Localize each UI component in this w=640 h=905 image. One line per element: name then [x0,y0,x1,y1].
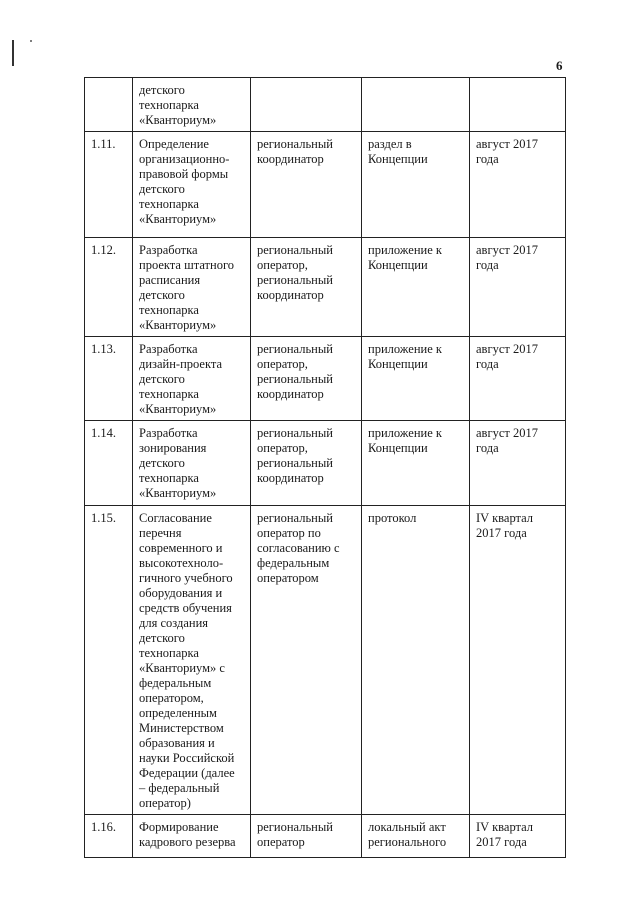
item-description: детского технопарка «Кванториум» [139,83,217,127]
item-description: Определение организационно- правовой формы детского технопарка «Кванториум» [139,137,230,226]
item-deadline: IV квартал 2017 года [476,820,534,849]
item-executor-cell [251,337,362,421]
item-number: 1.14. [91,426,116,440]
item-executor-cell [251,132,362,238]
page-number: 6 [556,58,563,73]
item-executor-cell [251,421,362,506]
item-number: 1.15. [91,511,116,525]
item-deadline: август 2017 года [476,342,538,371]
item-description-cell [133,506,251,815]
item-result-cell [362,238,470,337]
item-executor: региональный оператор, региональный координатор [257,342,333,401]
item-number: 1.12. [91,243,116,257]
item-result-cell [362,132,470,238]
item-deadline: IV квартал 2017 года [476,511,534,540]
item-executor: региональный оператор, региональный координатор [257,426,333,485]
item-deadline-cell [470,132,566,238]
item-deadline-cell [470,421,566,506]
item-result: приложение к Концепции [368,342,442,371]
item-result-cell [362,815,470,858]
item-deadline-cell [470,815,566,858]
item-result: протокол [368,511,417,525]
item-executor: региональный оператор, региональный координатор [257,243,333,302]
item-executor-cell [251,78,362,132]
item-result-cell [362,337,470,421]
table-row [85,337,566,421]
item-number-cell [85,238,133,337]
item-description: Разработка проекта штатного расписания детского технопарка «Кванториум» [139,243,235,332]
item-result: раздел в Концепции [368,137,428,166]
item-result: приложение к Концепции [368,243,442,272]
table-row [85,506,566,815]
item-number: 1.11. [91,137,116,151]
item-executor-cell [251,815,362,858]
item-result: локальный акт регионального [368,820,447,849]
item-deadline: август 2017 года [476,137,538,166]
plan-table [84,77,566,858]
item-deadline-cell [470,506,566,815]
table-row [85,78,566,132]
table-row [85,421,566,506]
item-description-cell [133,78,251,132]
item-executor: региональный оператор [257,820,333,849]
item-description: Разработка зонирования детского технопарка «Кванториум» [139,426,217,500]
item-number: 1.13. [91,342,116,356]
item-executor: региональный координатор [257,137,333,166]
item-description-cell [133,337,251,421]
item-executor-cell [251,238,362,337]
item-number-cell [85,78,133,132]
item-description-cell [133,815,251,858]
table-row [85,132,566,238]
item-deadline-cell [470,337,566,421]
item-result-cell [362,78,470,132]
item-description: Разработка дизайн-проекта детского технопарка «Кванториум» [139,342,223,416]
item-description-cell [133,421,251,506]
item-result-cell [362,421,470,506]
item-number-cell [85,421,133,506]
item-description-cell [133,132,251,238]
item-number-cell [85,132,133,238]
item-description: Формирование кадрового резерва [139,820,236,849]
item-deadline: август 2017 года [476,426,538,455]
item-description-cell [133,238,251,337]
item-number-cell [85,815,133,858]
item-executor-cell [251,506,362,815]
item-number: 1.16. [91,820,116,834]
item-number-cell [85,337,133,421]
scan-margin-mark [12,40,14,66]
scan-dust-dot [30,40,32,42]
item-description: Согласование перечня современного и высокотехноло- гичного учебного оборудования и средств обучения для создания детского технопарка «Кванториум» с федеральным оператором, определенным Министерством образования и науки Российской Федерации (далее – федеральный оператор) [139,511,235,810]
item-executor: региональный оператор по согласованию с федеральным оператором [257,511,340,585]
item-deadline-cell [470,78,566,132]
table-row [85,238,566,337]
item-deadline-cell [470,238,566,337]
table-row [85,815,566,858]
item-deadline: август 2017 года [476,243,538,272]
item-result: приложение к Концепции [368,426,442,455]
item-result-cell [362,506,470,815]
item-number-cell [85,506,133,815]
